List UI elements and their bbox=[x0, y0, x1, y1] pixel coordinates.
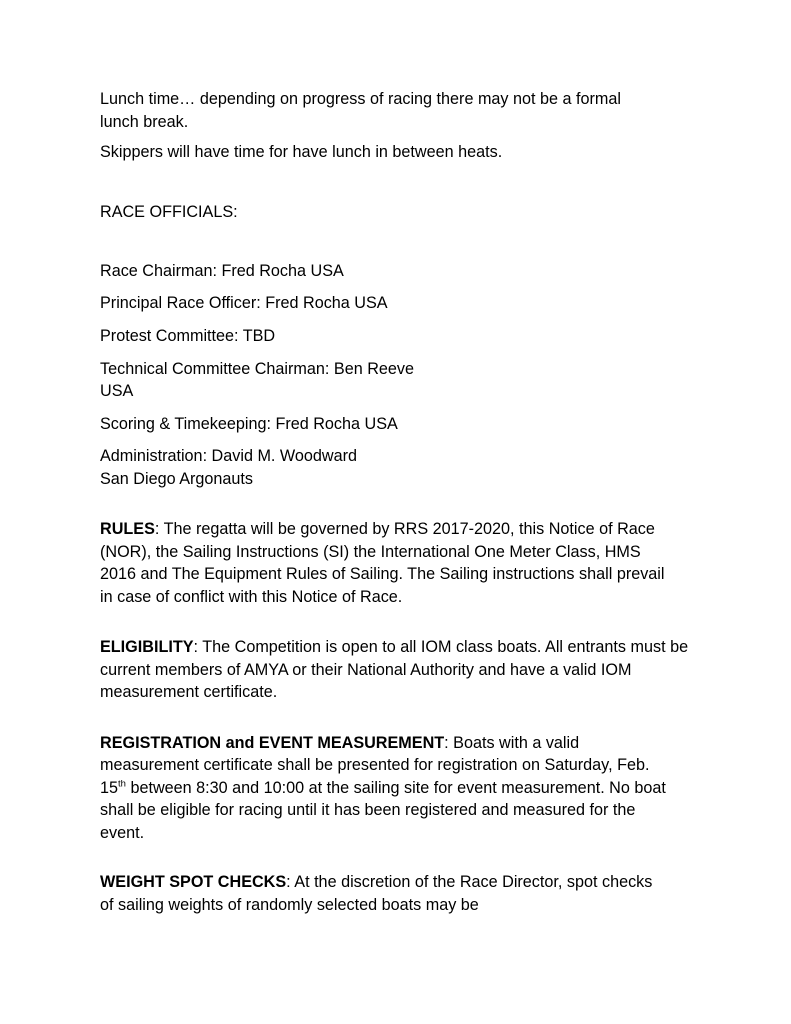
registration-text-b: between 8:30 and 10:00 at the sailing site for event measurement. No boat shall be eligible for racing until it has been registered and measured for the event. bbox=[100, 778, 666, 842]
rules-paragraph bbox=[100, 518, 670, 608]
lunch-skippers-note: Skippers will have time for have lunch in between heats. bbox=[100, 143, 503, 161]
race-officials-heading: RACE OFFICIALS: bbox=[100, 202, 238, 221]
registration-paragraph bbox=[100, 732, 670, 845]
registration-heading: REGISTRATION and EVENT MEASUREMENT bbox=[100, 733, 445, 752]
eligibility-heading: ELIGIBILITY bbox=[100, 638, 194, 656]
administration-line: Administration: David M. Woodward bbox=[100, 447, 358, 465]
weight-spot-checks-heading: WEIGHT SPOT CHECKS bbox=[100, 873, 287, 891]
document-page bbox=[100, 88, 700, 916]
registration-text-a: : Boats with a valid measurement certificate shall be presented for registration on Saturday, Feb. 15 bbox=[100, 733, 650, 797]
protest-committee-line: Protest Committee: TBD bbox=[100, 327, 276, 345]
scoring-timekeeping-line: Scoring & Timekeeping: Fred Rocha USA bbox=[100, 414, 398, 433]
rules-text: : The regatta will be governed by RRS 2017-2020, this Notice of Race (NOR), the Sailing Instructions (SI) the International One Meter Class, HMS 2016 and The Equipment Rules of Sailing. The Sailing instructions shall prevail in case of conflict with this Notice of Race. bbox=[100, 520, 665, 606]
registration-date-suffix: th bbox=[118, 778, 126, 790]
administration-club-line: San Diego Argonauts bbox=[100, 469, 253, 488]
weight-spot-checks-text: : At the discretion of the Race Director, spot checks of sailing weights of randomly selected boats may be bbox=[100, 873, 653, 914]
eligibility-text: : The Competition is open to all IOM class boats. All entrants must be current members of AMYA or their National Authority and have a valid IOM measurement certificate. bbox=[100, 638, 689, 701]
race-chairman-line: Race Chairman: Fred Rocha USA bbox=[100, 262, 344, 280]
eligibility-paragraph bbox=[100, 636, 690, 704]
principal-race-officer-line: Principal Race Officer: Fred Rocha USA bbox=[100, 293, 388, 312]
technical-committee-line: Technical Committee Chairman: Ben Reeve USA bbox=[100, 359, 414, 400]
weight-spot-checks-paragraph bbox=[100, 871, 660, 916]
rules-heading: RULES bbox=[100, 520, 155, 538]
lunch-paragraph: Lunch time… depending on progress of racing there may not be a formal lunch break. bbox=[100, 90, 621, 131]
